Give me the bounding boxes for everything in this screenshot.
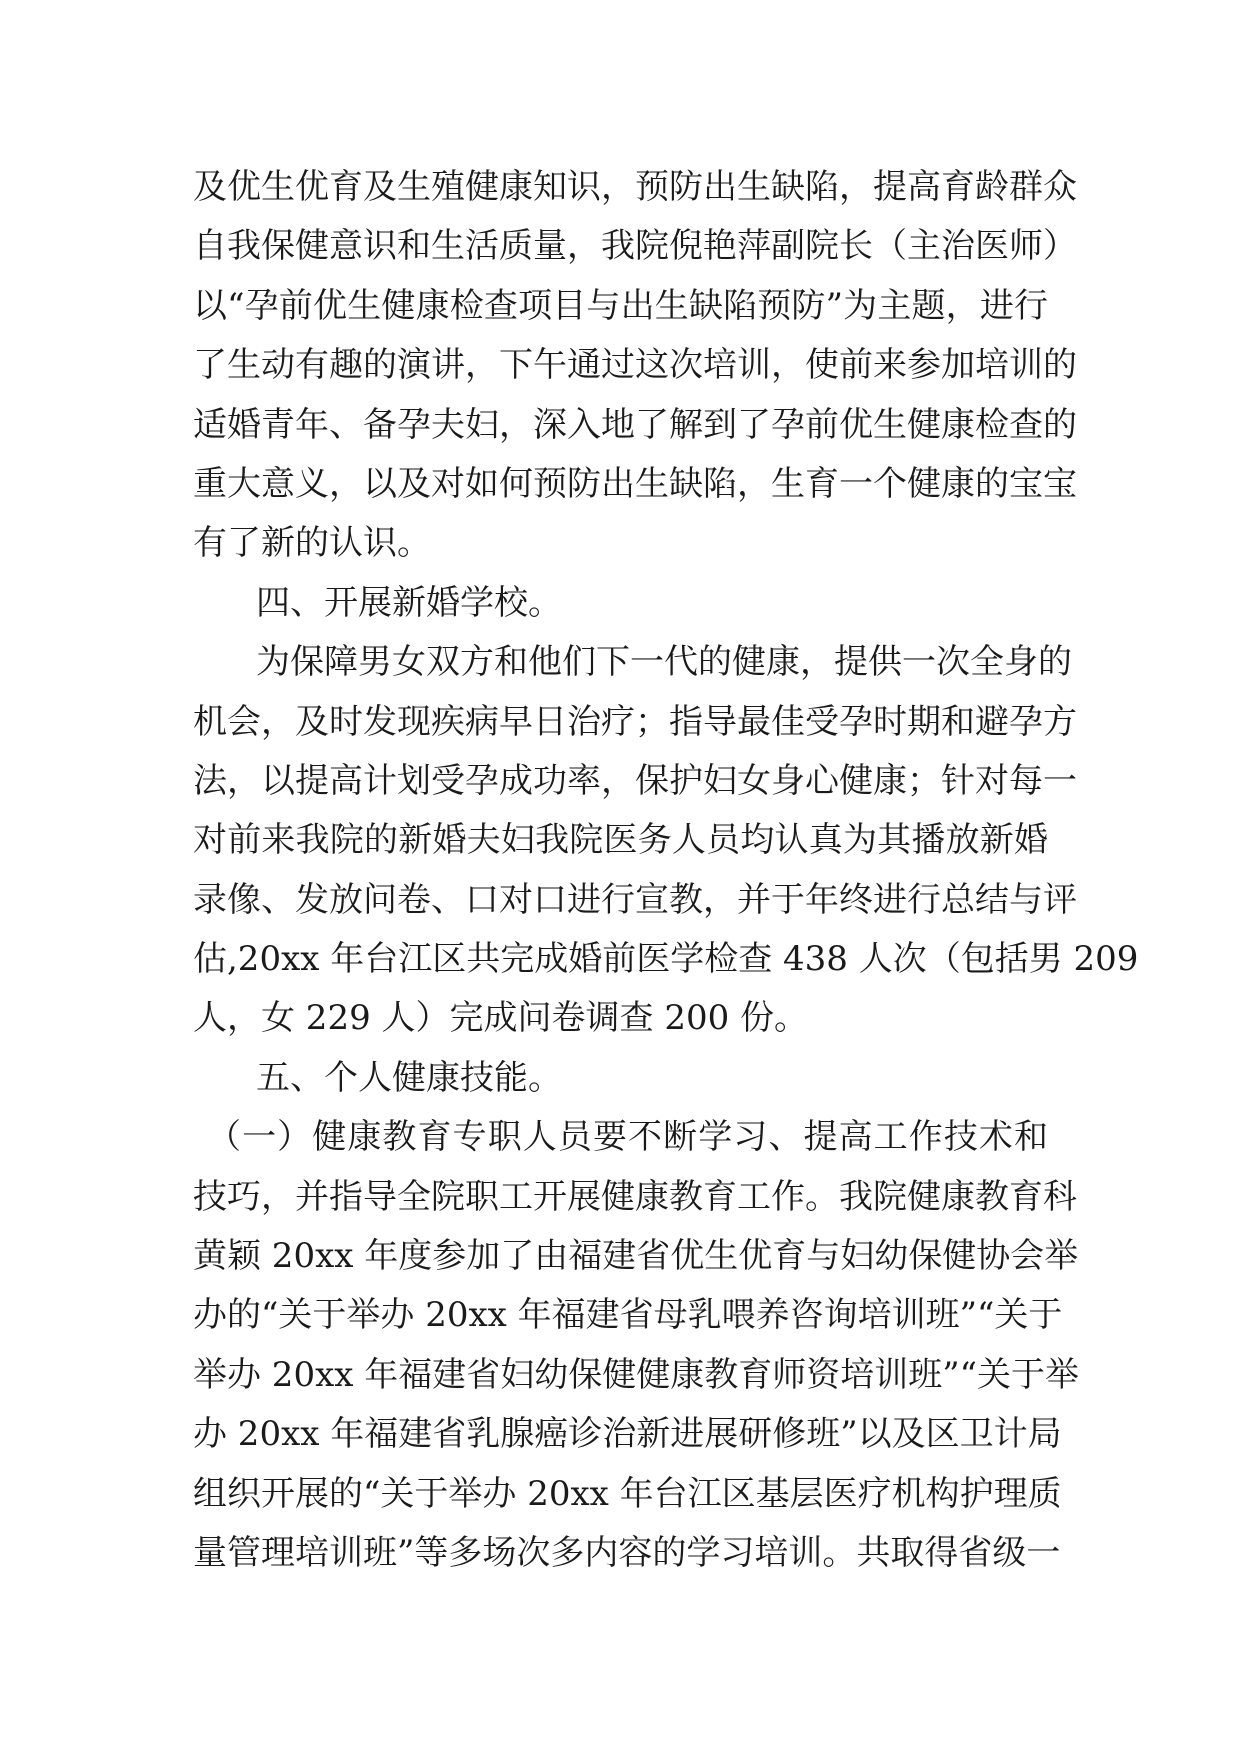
paragraph-line: （一）健康教育专职人员要不断学习、提高工作技术和 — [207, 1117, 1048, 1158]
paragraph-line: 录像、发放问卷、口对口进行宣教，并于年终进行总结与评 — [193, 879, 1077, 920]
paragraph-line: 办 20xx 年福建省乳腺癌诊治新进展研修班”以及区卫计局 — [193, 1414, 1062, 1455]
paragraph-line: 以“孕前优生健康检查项目与出生缺陷预防”为主题，进行 — [193, 285, 1048, 326]
paragraph-line: 对前来我院的新婚夫妇我院医务人员均认真为其播放新婚 — [193, 820, 1048, 861]
paragraph-line: 举办 20xx 年福建省妇幼保健健康教育师资培训班”“关于举 — [193, 1354, 1079, 1395]
paragraph-line: 有了新的认识。 — [193, 523, 431, 564]
paragraph-line: 技巧，并指导全院职工开展健康教育工作。我院健康教育科 — [193, 1176, 1077, 1217]
paragraph-line: 组织开展的“关于举办 20xx 年台江区基层医疗机构护理质 — [193, 1473, 1062, 1514]
paragraph-line: 为保障男女双方和他们下一代的健康，提供一次全身的 — [256, 642, 1072, 683]
paragraph-line: 估,20xx 年台江区共完成婚前医学检查 438 人次（包括男 209 — [193, 939, 1139, 980]
section-heading: 四、开展新婚学校。 — [256, 582, 562, 623]
paragraph-line: 适婚青年、备孕夫妇，深入地了解到了孕前优生健康检查的 — [193, 404, 1077, 445]
paragraph-line: 人，女 229 人）完成问卷调查 200 份。 — [193, 998, 809, 1039]
paragraph-line: 办的“关于举办 20xx 年福建省母乳喂养咨询培训班”“关于 — [193, 1295, 1063, 1336]
paragraph-line: 法，以提高计划受孕成功率，保护妇女身心健康；针对每一 — [193, 760, 1077, 801]
paragraph-line: 黄颖 20xx 年度参加了由福建省优生优育与妇幼保健协会举 — [193, 1236, 1079, 1277]
paragraph-line: 自我保健意识和生活质量，我院倪艳萍副院长（主治医师） — [193, 226, 1077, 267]
paragraph-line: 了生动有趣的演讲，下午通过这次培训，使前来参加培训的 — [193, 345, 1077, 386]
section-heading: 五、个人健康技能。 — [256, 1057, 562, 1098]
paragraph-line: 机会，及时发现疾病早日治疗；指导最佳受孕时期和避孕方 — [193, 701, 1077, 742]
paragraph-line: 量管理培训班”等多场次多内容的学习培训。共取得省级一 — [193, 1532, 1061, 1573]
document-body — [193, 158, 1139, 1583]
paragraph-line: 及优生优育及生殖健康知识，预防出生缺陷，提高育龄群众 — [193, 167, 1077, 207]
paragraph-line: 重大意义，以及对如何预防出生缺陷，生育一个健康的宝宝 — [193, 463, 1077, 504]
